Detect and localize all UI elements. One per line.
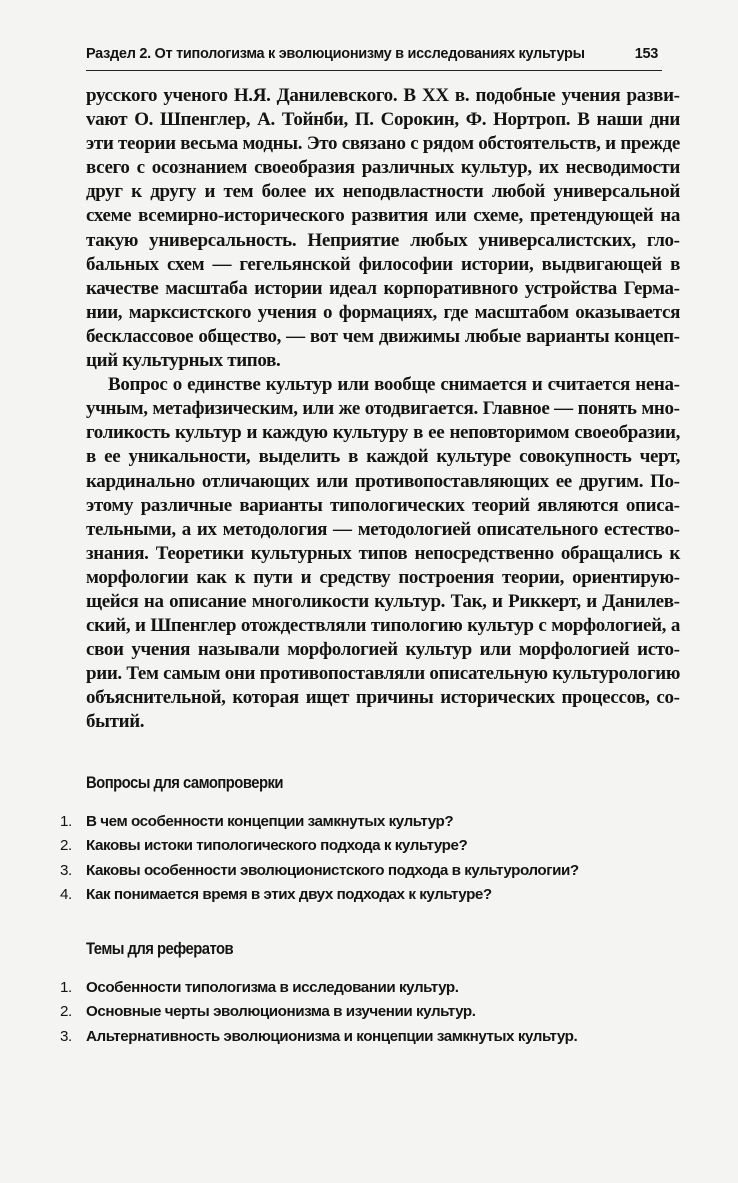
paragraph-1: русского ученого Н.Я. Данилевского. В XX в. подобные учения развиvают О. Шпенглер, А. Тойнби, П. Сорокин, Ф. Нортроп. В наши дни эти теории весьма модны. Это связано с рядом обстоятельств, и прежде всего с осознанием своеобразия различных культур, их несводимости друг к другу и тем более их неподвластности любой универсальной схеме всемирно-исторического развития или схеме, претендующей на такую универсальность. Неприятие любых универсалистских, глобальных схем — гегельянской философии истории, выдвигающей в качестве масштаба истории идеал корпоративного устройства Германии, марксистского учения о формациях, где масштабом оказывается бесклассовое общество, — вот чем движимы любые варианты концепций культурных типов.	[86, 85, 680, 372]
list-item-text: Основные черты эволюционизма в изучении культур.	[86, 1003, 476, 1021]
list-item-number: 1.	[60, 979, 72, 996]
list-item	[60, 862, 700, 886]
list-item-number: 1.	[60, 813, 72, 830]
list-item	[60, 1003, 700, 1027]
list-item	[60, 979, 700, 1003]
main-text	[86, 84, 680, 735]
list-item	[60, 886, 700, 910]
list-item-number: 3.	[60, 1027, 72, 1045]
list-item-number: 3.	[60, 861, 72, 879]
paragraph-2: Вопрос о единстве культур или вообще снимается и считается ненаучным, метафизическим, или же отодвигается. Главное — понять многоликость культур и каждую культуру в ее неповторимом своеобразии, в ее уникальности, выделить в каждой культуре совокупность черт, кардинально отличающих или противопоставляющих ее другим. Поэтому различные варианты типологических теорий являются описательными, а их методология — методологией описательного естествознания. Теоретики культурных типов непосредственно обращались к морфологии как к пути и средству построения теории, ориентирующейся на описание многоликости культур. Так, и Риккерт, и Данилевский, и Шпенглер отождествляли типологию культур с морфологией, а свои учения называли морфологией культур или морфологией истории. Тем самым они противопоставляли описательную культурологию объяснительной, которая ищет причины исторических процессов, событий.	[86, 374, 680, 733]
topics-list	[60, 979, 700, 1052]
list-item-text: Каковы истоки типологического подхода к культуре?	[86, 837, 468, 855]
list-item-text: В чем особенности концепции замкнутых культур?	[86, 813, 454, 830]
topics-heading: Темы для рефератов	[86, 940, 234, 958]
list-item-number: 2.	[60, 837, 72, 855]
questions-list	[60, 813, 700, 911]
list-item-text: Как понимается время в этих двух подходах к культуре?	[86, 886, 492, 904]
list-item-text: Каковы особенности эволюционистского подхода в культурологии?	[86, 861, 579, 879]
list-item	[60, 1028, 700, 1052]
questions-heading: Вопросы для самопроверки	[86, 774, 283, 792]
list-item-number: 2.	[60, 1003, 72, 1021]
running-header	[86, 44, 660, 68]
running-header-title: Раздел 2. От типологизма к эволюционизму в исследованиях культуры	[86, 46, 585, 62]
list-item-text: Альтернативность эволюционизма и концепции замкнутых культур.	[86, 1027, 578, 1045]
page-number: 153	[634, 46, 658, 62]
list-item-text: Особенности типологизма в исследовании культур.	[86, 979, 459, 996]
header-rule	[86, 70, 662, 71]
list-item	[60, 813, 700, 837]
list-item	[60, 837, 700, 861]
list-item-number: 4.	[60, 886, 72, 904]
